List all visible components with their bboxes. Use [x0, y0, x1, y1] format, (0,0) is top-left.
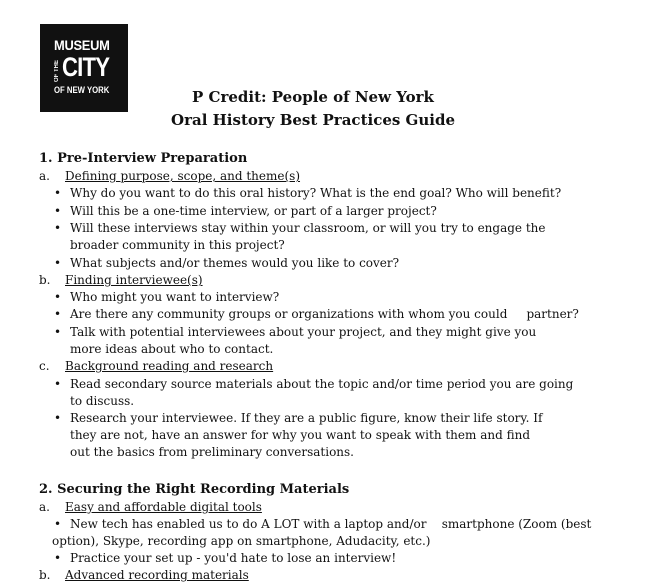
- list-item-continuation: broader community in this project?: [70, 238, 285, 252]
- subsection-label: Advanced recording materials: [65, 568, 249, 582]
- list-item: Are there any community groups or organizations with whom you could partner?: [70, 307, 579, 321]
- bullet-icon: •: [54, 377, 62, 391]
- list-item-continuation: option), Skype, recording app on smartphone, Adudacity, etc.): [52, 534, 431, 548]
- bullet-icon: •: [54, 290, 62, 304]
- bullet-icon: •: [54, 221, 62, 235]
- list-item: Research your interviewee. If they are a public figure, know their life story. If: [70, 411, 543, 425]
- list-item-continuation: more ideas about who to contact.: [70, 342, 274, 356]
- list-marker: c.: [39, 359, 50, 373]
- bullet-icon: •: [54, 411, 62, 425]
- list-marker: b.: [39, 273, 51, 287]
- logo-text-of-the: OF THE: [54, 60, 60, 82]
- subsection-label: Defining purpose, scope, and theme(s): [65, 169, 301, 183]
- logo-text-museum: MUSEUM: [54, 37, 110, 53]
- bullet-icon: •: [54, 325, 62, 339]
- bullet-icon: •: [54, 551, 62, 565]
- subsection-label: Easy and affordable digital tools: [65, 500, 262, 514]
- list-item-continuation: out the basics from preliminary conversations.: [70, 445, 354, 459]
- list-item: Read secondary source materials about the topic and/or time period you are going: [70, 377, 574, 391]
- list-item: Who might you want to interview?: [70, 290, 280, 304]
- list-item: New tech has enabled us to do A LOT with a laptop and/or smartphone (Zoom (best: [70, 517, 592, 531]
- bullet-icon: •: [54, 186, 62, 200]
- bullet-icon: •: [54, 517, 62, 531]
- list-marker: a.: [39, 500, 50, 514]
- subsection-label: Background reading and research: [65, 359, 274, 373]
- list-item: Will this be a one-time interview, or part of a larger project?: [70, 204, 437, 218]
- bullet-icon: •: [54, 204, 62, 218]
- list-item: Practice your set up - you'd hate to lose an interview!: [70, 551, 397, 565]
- document-title-line-1: P Credit: People of New York: [192, 88, 434, 106]
- list-item: Talk with potential interviewees about your project, and they might give you: [70, 325, 537, 339]
- logo-text-of-new-york: OF NEW YORK: [54, 85, 110, 95]
- list-item-continuation: to discuss.: [70, 394, 135, 408]
- list-marker: b.: [39, 568, 51, 582]
- list-item-continuation: they are not, have an answer for why you want to speak with them and find: [70, 428, 531, 442]
- logo-text-city: CITY: [62, 52, 110, 82]
- bullet-icon: •: [54, 256, 62, 270]
- document-title-line-2: Oral History Best Practices Guide: [171, 111, 455, 129]
- bullet-icon: •: [54, 307, 62, 321]
- list-item: What subjects and/or themes would you like to cover?: [70, 256, 400, 270]
- section-heading-2: 2. Securing the Right Recording Materials: [39, 482, 350, 497]
- list-item: Why do you want to do this oral history? What is the end goal? Who will benefit?: [70, 186, 562, 200]
- list-marker: a.: [39, 169, 50, 183]
- subsection-label: Finding interviewee(s): [65, 273, 203, 287]
- section-heading-1: 1. Pre-Interview Preparation: [39, 151, 248, 166]
- list-item: Will these interviews stay within your classroom, or will you try to engage the: [70, 221, 546, 235]
